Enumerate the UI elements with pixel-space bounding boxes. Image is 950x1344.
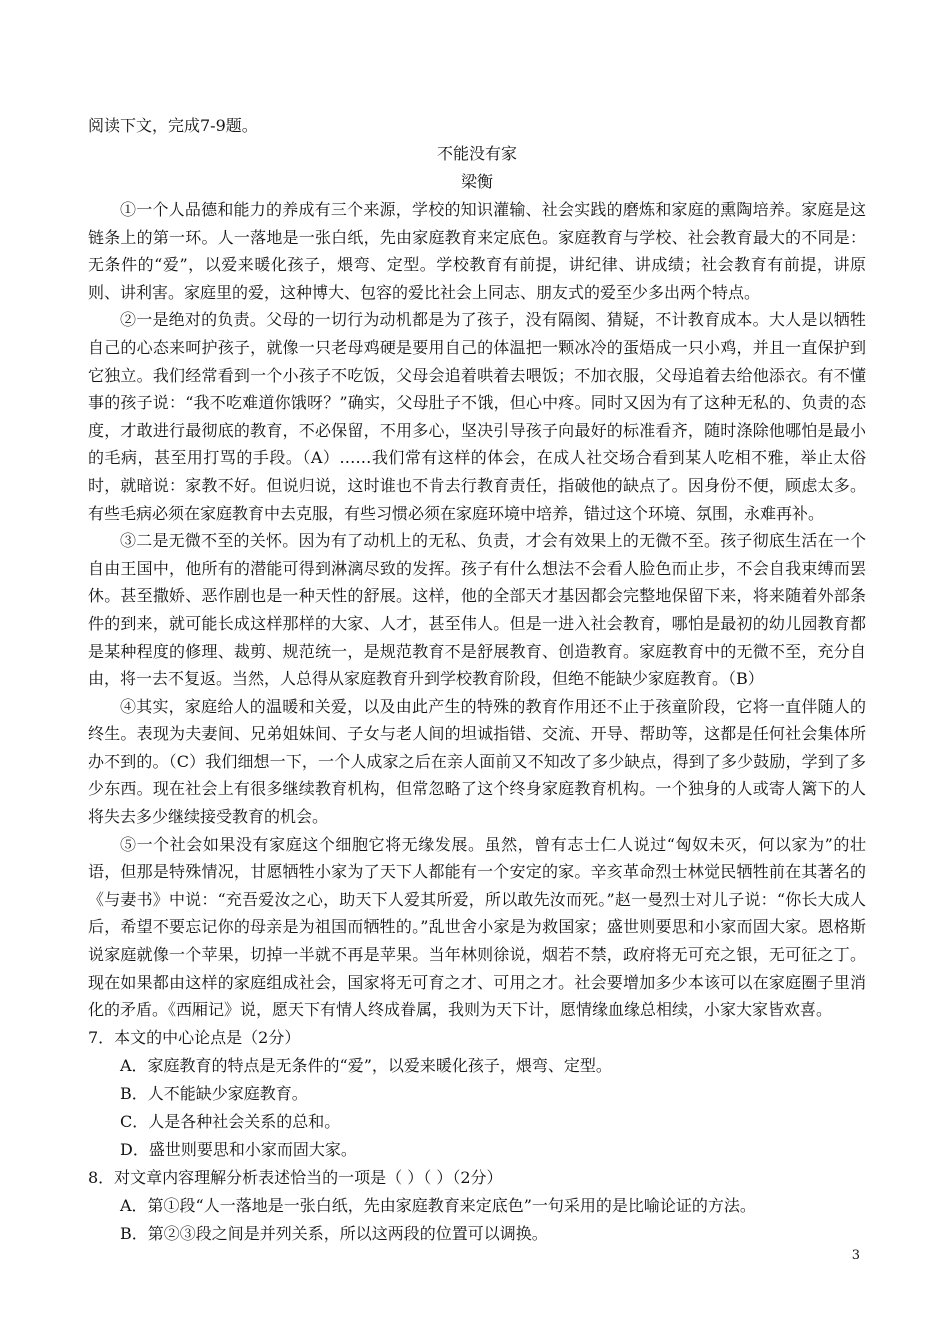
question-8-option-b: B．第②③段之间是并列关系，所以这两段的位置可以调换。: [120, 1223, 548, 1243]
reading-instruction: 阅读下文，完成7-9题。: [88, 116, 258, 135]
question-8-stem: 8．对文章内容理解分析表述恰当的一项是（ ）（ ）（2分）: [88, 1167, 503, 1187]
question-7-stem: 7．本文的中心论点是（2分）: [88, 1027, 301, 1047]
question-7-option-a: A．家庭教育的特点是无条件的“爱”，以爱来暖化孩子，煨弯、定型。: [120, 1055, 612, 1075]
paragraph-5: ⑤一个社会如果没有家庭这个细胞它将无缘发展。虽然，曾有志士仁人说过“匈奴未灭，何以家为”的壮语，但那是特殊情况，甘愿牺牲小家为了天下人都能有一个安定的家。辛亥革命烈士林觉民牺牲前在其著名的《与妻书》中说：“充吾爱汝之心，助天下人爱其所爱，所以敢先汝而死。”赵一曼烈士对儿子说：“你长大成人后，希望不要忘记你的母亲是为祖国而牺牲的。”乱世舍小家是为救国家；盛世则要思和小家而固大家。恩格斯说家庭就像一个苹果，切掉一半就不再是苹果。当年林则徐说，烟若不禁，政府将无可充之银，无可征之丁。现在如果都由这样的家庭组成社会，国家将无可育之才、可用之才。社会要增加多少本该可以在家庭圈子里消化的矛盾。《西厢记》说，愿天下有情人终成眷属，我则为天下计，愿情缘血缘总相续，小家大家皆欢喜。: [88, 834, 866, 1020]
paragraph-4: ④其实，家庭给人的温暖和关爱，以及由此产生的特殊的教育作用还不止于孩童阶段，它将一直伴随人的终生。表现为夫妻间、兄弟姐妹间、子女与老人间的坦诚指错、交流、开导、帮助等，这都是任何社会集体所办不到的。（C）我们细想一下，一个人成家之后在亲人面前又不知改了多少缺点，得到了多少鼓励，学到了多少东西。现在社会上有很多继续教育机构，但常忽略了这个终身家庭教育机构。一个独身的人或寄人篱下的人将失去多少继续接受教育的机会。: [88, 696, 866, 827]
document-body: [88, 112, 866, 1248]
paragraph-3: ③二是无微不至的关怀。因为有了动机上的无私、负责，才会有效果上的无微不至。孩子彻底生活在一个自由王国中，他所有的潜能可得到淋漓尽致的发挥。孩子有什么想法不会看人脸色而止步，不会自我束缚而罢休。甚至撒娇、恶作剧也是一种天性的舒展。这样，他的全部天才基因都会完整地保留下来，将来随着外部条件的到来，就可能长成这样那样的大家、人才，甚至伟人。但是一进入社会教育，哪怕是最初的幼儿园教育都是某种程度的修理、裁剪、规范统一，是规范教育不是舒展教育、创造教育。家庭教育中的无微不至，充分自由，将一去不复返。当然，人总得从家庭教育升到学校教育阶段，但绝不能缺少家庭教育。（B）: [88, 531, 866, 689]
paragraph-2: ②一是绝对的负责。父母的一切行为动机都是为了孩子，没有隔阂、猜疑，不计教育成本。大人是以牺牲自己的心态来呵护孩子，就像一只老母鸡硬是要用自己的体温把一颗冰冷的蛋焐成一只小鸡，并且一直保护到它独立。我们经常看到一个小孩子不吃饭，父母会追着哄着去喂饭；不加衣服，父母追着去给他添衣。有不懂事的孩子说：“我不吃难道你饿呀？”确实，父母肚子不饿，但心中疼。同时又因为有了这种无私的、负责的态度，才敢进行最彻底的教育，不必保留，不用多心，坚决引导孩子向最好的标准看齐，随时涤除他哪怕是最小的毛病，甚至用打骂的手段。（A）……我们常有这样的体会，在成人社交场合看到某人吃相不雅，举止太俗时，就暗说：家教不好。但说归说，这时谁也不肯去行教育责任，指破他的缺点了。因身份不便，顾虑太多。有些毛病必须在家庭教育中去克服，有些习惯必须在家庭环境中培养，错过这个环境、氛围，永难再补。: [88, 310, 866, 523]
paragraph-1: ①一个人品德和能力的养成有三个来源，学校的知识灌输、社会实践的磨炼和家庭的熏陶培养。家庭是这链条上的第一环。人一落地是一张白纸，先由家庭教育来定底色。家庭教育与学校、社会教育最大的不同是：无条件的“爱”，以爱来暖化孩子，煨弯、定型。学校教育有前提，讲纪律、讲成绩；社会教育有前提，讲原则、讲利害。家庭里的爱，这种博大、包容的爱比社会上同志、朋友式的爱至少多出两个特点。: [88, 200, 866, 302]
question-7-option-b: B．人不能缺少家庭教育。: [120, 1083, 308, 1103]
page-number: 3: [851, 1248, 860, 1263]
article-title: 不能没有家: [436, 144, 517, 163]
question-8-option-a: A．第①段“人一落地是一张白纸，先由家庭教育来定底色”一句采用的是比喻论证的方法。: [120, 1195, 756, 1215]
question-7-option-c: C．人是各种社会关系的总和。: [120, 1111, 341, 1131]
question-7-option-d: D．盛世则要思和小家而固大家。: [120, 1139, 357, 1159]
article-author: 梁衡: [460, 172, 493, 191]
